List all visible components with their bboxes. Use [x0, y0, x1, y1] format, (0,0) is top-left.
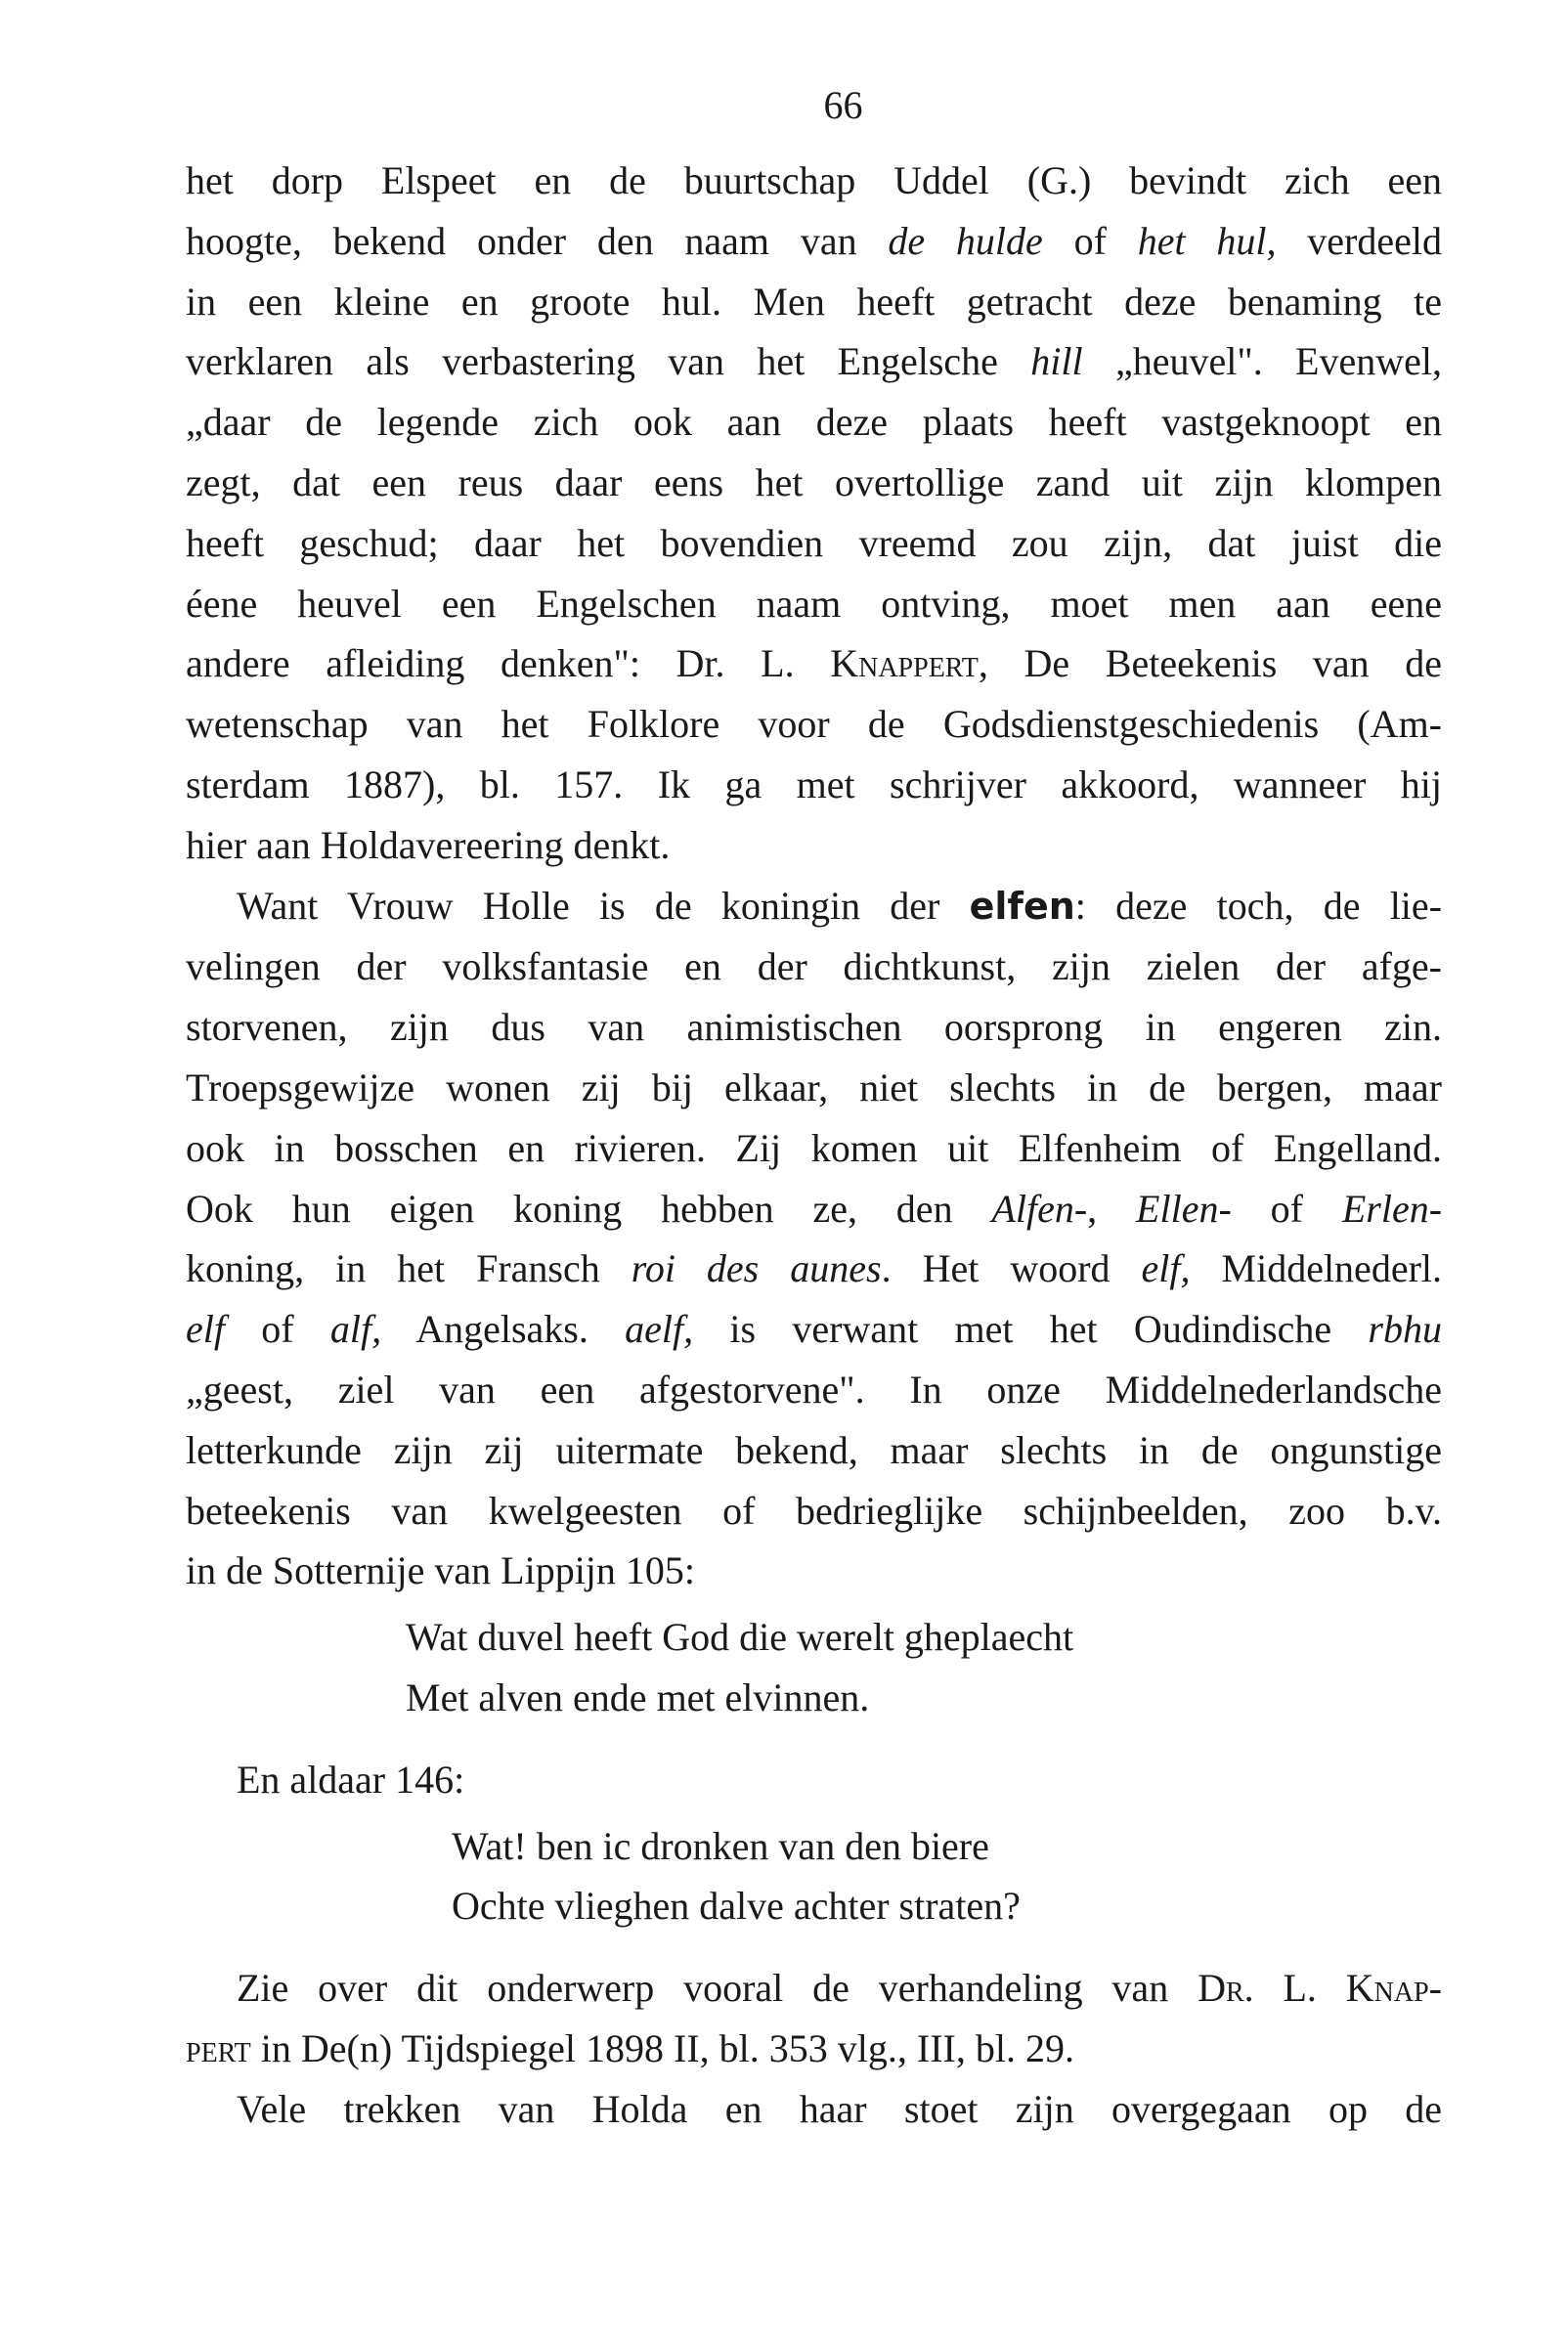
text-line: „daar de legende zich ook aan deze plaats heeft vastgeknoopt en: [186, 400, 1442, 445]
text-line: [186, 1179, 1442, 1239]
text-span: . Het woord: [881, 1246, 1142, 1291]
text-span: of: [1042, 218, 1138, 263]
text-line: wetenschap van het Folklore voor de Godsdienstgeschiedenis (Am-: [186, 702, 1442, 747]
italic-term: roi des aunes: [631, 1246, 882, 1291]
text-span: of: [224, 1307, 330, 1352]
text-span: verdeeld: [1276, 218, 1442, 263]
italic-term: aelf,: [625, 1307, 694, 1352]
italic-term: het hul,: [1137, 218, 1277, 263]
italic-term: de hulde: [888, 218, 1043, 263]
text-line: [186, 331, 1442, 392]
text-line: [186, 1239, 1442, 1299]
italic-term: Ellen-: [1136, 1186, 1232, 1231]
text-line: [186, 2019, 1442, 2079]
text-line: letterkunde zijn zij uitermate bekend, maar slechts in de ongunstige: [186, 1427, 1442, 1472]
text-span: is verwant met het Oudindische: [693, 1307, 1369, 1352]
italic-term: alf,: [329, 1307, 382, 1352]
text-span: Ook hun eigen koning hebben ze, den: [186, 1186, 992, 1231]
text-span: : deze toch, de lie-: [1074, 883, 1442, 928]
text-span: Middelnederl.: [1190, 1246, 1443, 1291]
author-name: Knappert: [830, 641, 979, 686]
verse-line: Wat! ben ic dronken van den biere: [452, 1823, 989, 1868]
text-line: ook in bosschen en rivieren. Zij komen uit Elfenheim of Engelland.: [186, 1125, 1442, 1170]
author-name: Dr. L. Knap-: [1198, 1966, 1443, 2011]
text-line: zegt, dat een reus daar eens het overtollige zand uit zijn klompen: [186, 459, 1442, 504]
body-text: [186, 151, 1442, 2140]
italic-term: rbhu: [1368, 1307, 1442, 1352]
text-line: in een kleine en groote hul. Men heeft getracht deze benaming te: [186, 279, 1442, 324]
text-line: [186, 876, 1442, 937]
text-span: ,: [1087, 1186, 1137, 1231]
verse-line: Ochte vlieghen dalve achter straten?: [452, 1884, 1021, 1929]
text-line: het dorp Elspeet en de buurtschap Uddel (G.) bevindt zich een: [186, 158, 1442, 202]
text-line: „geest, ziel van een afgestorvene". In onze Middelnederlandsche: [186, 1367, 1442, 1412]
text-line: [186, 633, 1442, 694]
text-span: andere afleiding denken": Dr. L.: [186, 641, 831, 686]
author-name: pert: [186, 2025, 251, 2070]
text-line: [186, 1958, 1442, 2019]
italic-term: Erlen-: [1341, 1186, 1443, 1231]
italic-term: elf,: [1141, 1246, 1191, 1291]
text-span: „heuvel". Evenwel,: [1082, 339, 1442, 384]
italic-term: Alfen-: [991, 1186, 1088, 1231]
text-line: [186, 211, 1442, 272]
page-number: 66: [823, 83, 863, 127]
text-span: Want Vrouw Holle is de koningin der: [237, 883, 970, 928]
text-line: En aldaar 146:: [237, 1757, 465, 1802]
text-line: hier aan Holdavereering denkt.: [186, 822, 671, 867]
text-line: heeft geschud; daar het bovendien vreemd zou zijn, dat juist die: [186, 520, 1442, 565]
text-line: sterdam 1887), bl. 157. Ik ga met schrijver akkoord, wanneer hij: [186, 761, 1442, 806]
text-line: Vele trekken van Holda en haar stoet zijn overgegaan op de: [237, 2086, 1442, 2131]
text-span: of: [1231, 1186, 1342, 1231]
text-line: velingen der volksfantasie en der dichtkunst, zijn zielen der afge-: [186, 944, 1442, 989]
italic-term: hill: [1030, 339, 1083, 384]
text-span: verklaren als verbastering van het Engelsche: [186, 339, 1031, 384]
text-line: in de Sotternije van Lippijn 105:: [186, 1548, 696, 1593]
text-span: koning, in het Fransch: [186, 1246, 632, 1291]
text-line: storvenen, zijn dus van animistischen oorsprong in engeren zin.: [186, 1005, 1442, 1050]
bold-keyword: elfen: [969, 884, 1075, 928]
verse-line: Wat duvel heeft God die werelt gheplaecht: [406, 1615, 1074, 1660]
text-span: , De Beteekenis van de: [978, 641, 1443, 686]
italic-term: elf: [186, 1307, 225, 1352]
text-line: Troepsgewijze wonen zij bij elkaar, niet slechts in de bergen, maar: [186, 1065, 1442, 1109]
text-line: beteekenis van kwelgeesten of bedrieglijke schijnbeelden, zoo b.v.: [186, 1488, 1442, 1533]
text-span: Angelsaks.: [381, 1307, 626, 1352]
text-line: [186, 1299, 1442, 1360]
text-span: hoogte, bekend onder den naam van: [186, 218, 889, 263]
verse-line: Met alven ende met elvinnen.: [406, 1674, 870, 1719]
text-span: Zie over dit onderwerp vooral de verhandeling van: [237, 1966, 1198, 2011]
text-span: in De(n) Tijdspiegel 1898 II, bl. 353 vlg., III, bl. 29.: [250, 2025, 1074, 2070]
text-line: éene heuvel een Engelschen naam ontving, moet men aan eene: [186, 581, 1442, 626]
book-page: [186, 78, 1442, 2140]
